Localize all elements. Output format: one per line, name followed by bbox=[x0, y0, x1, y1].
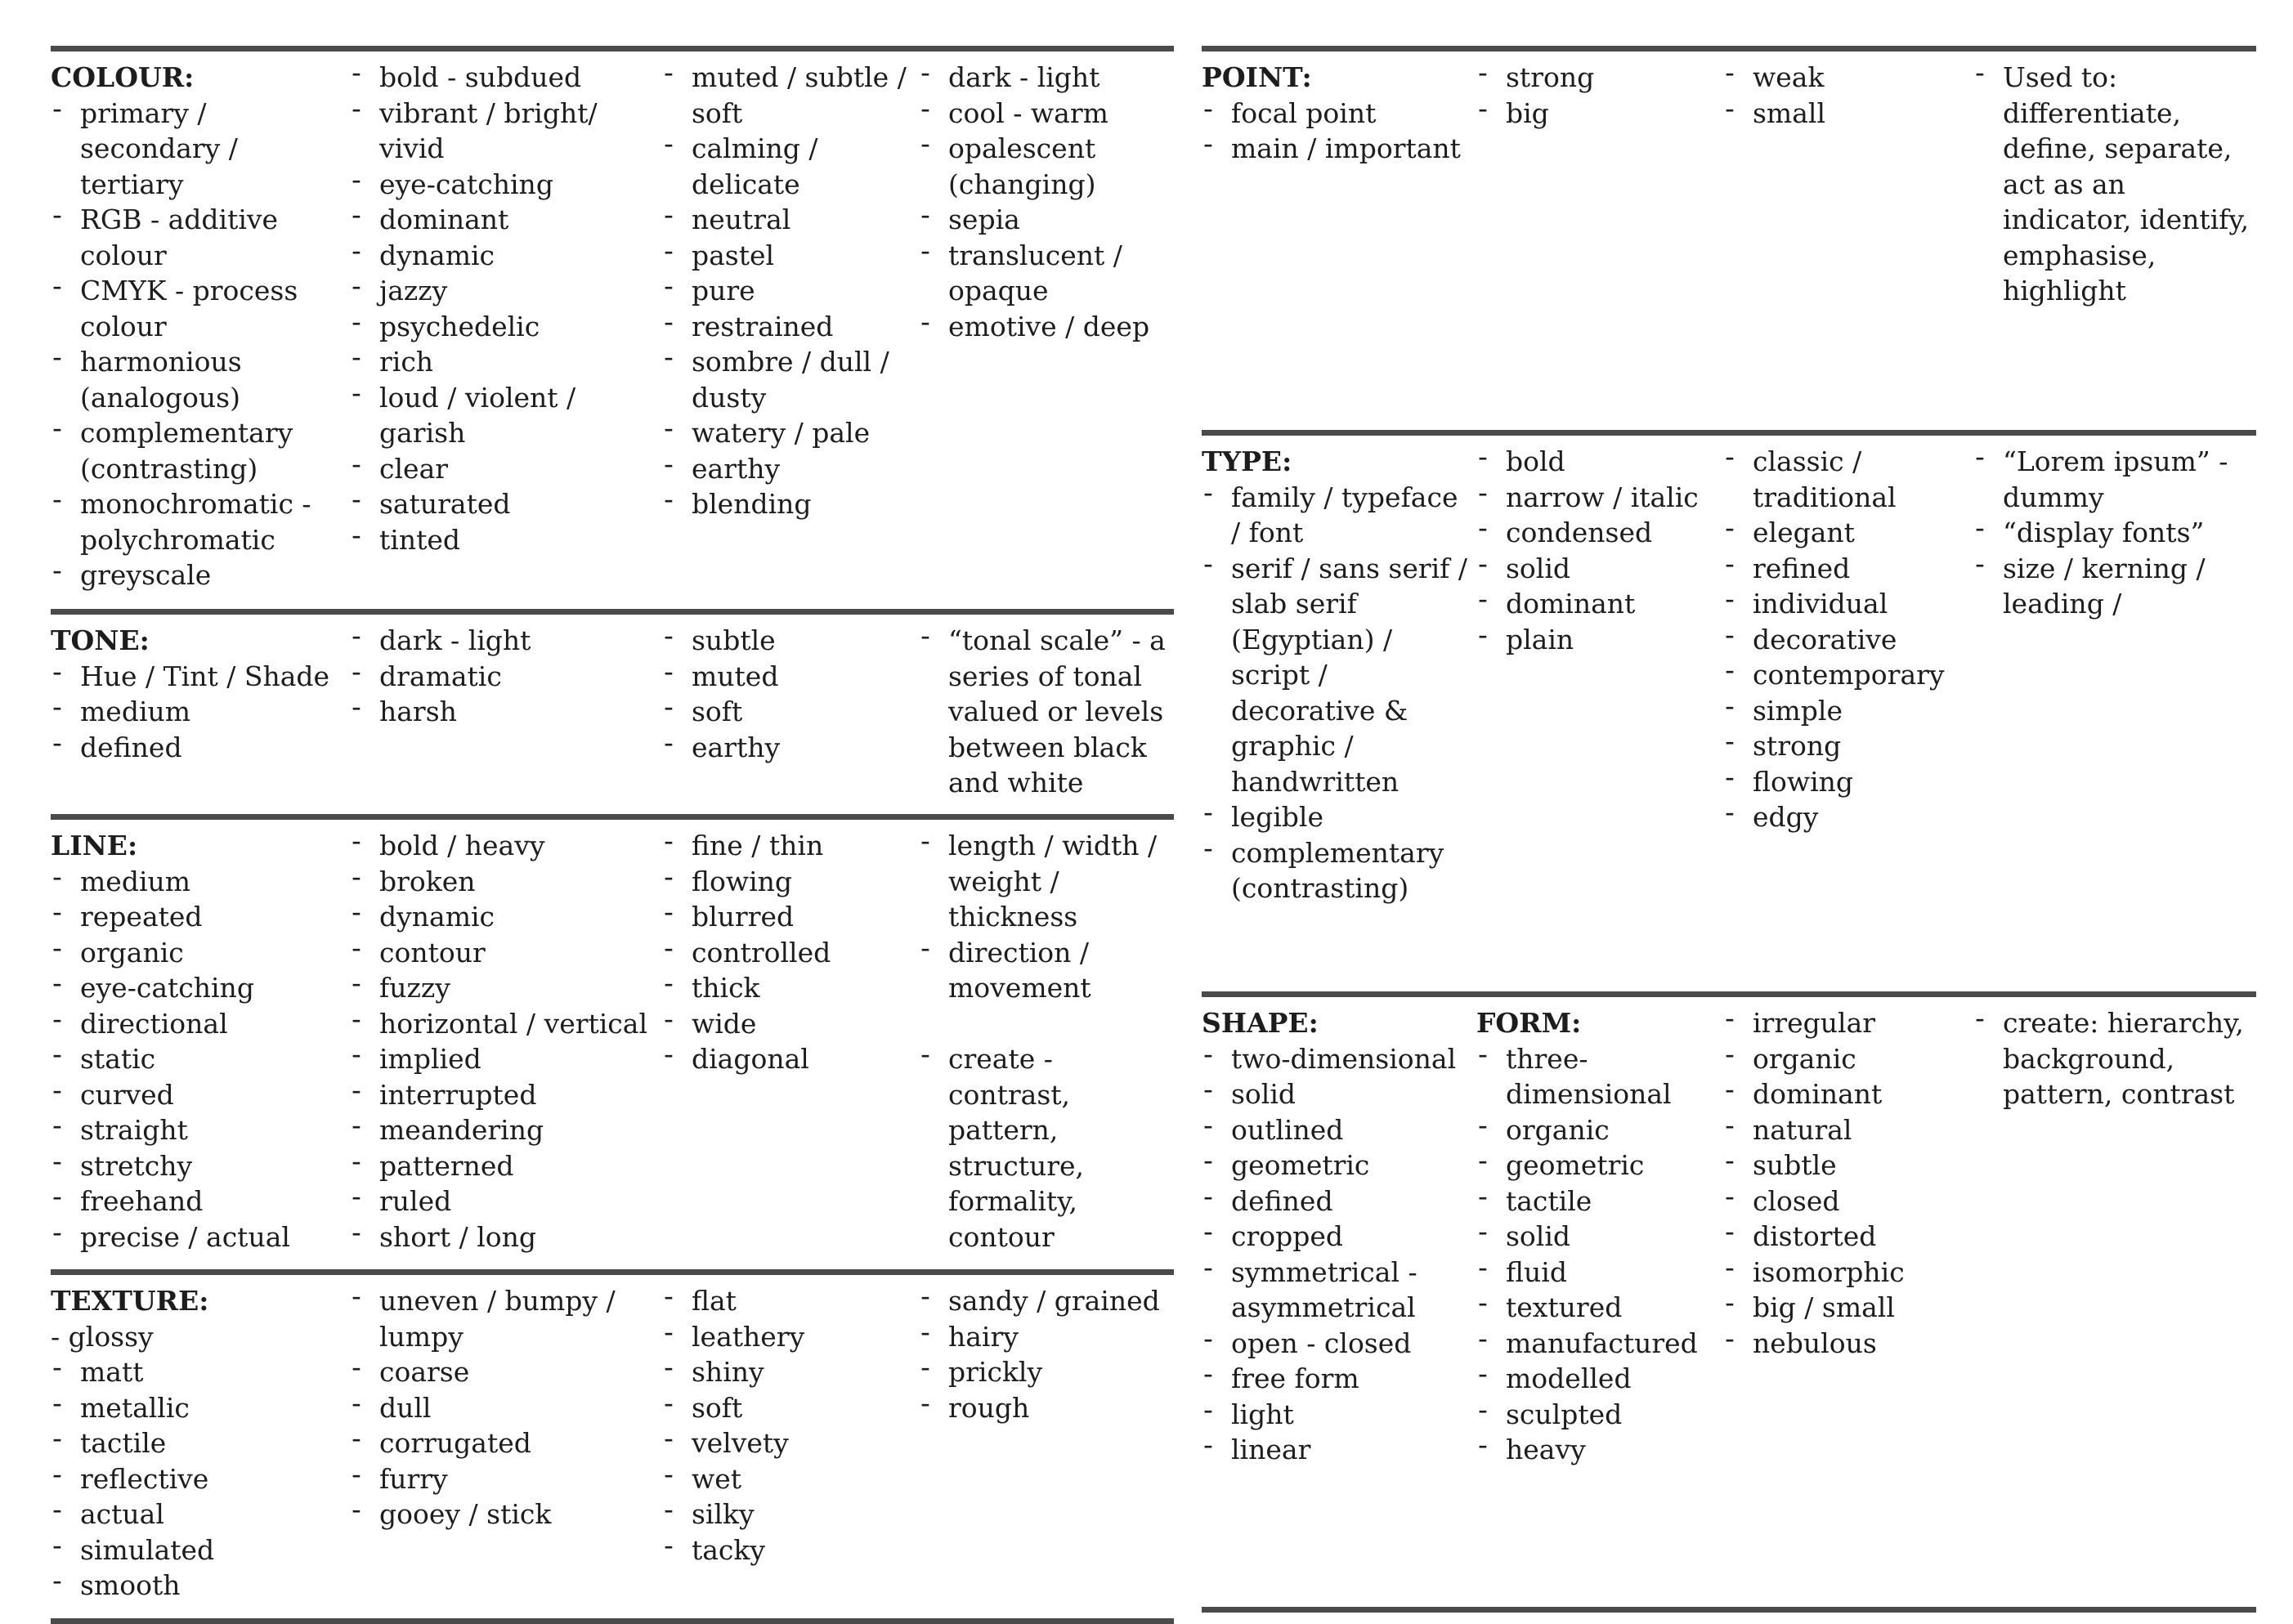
list-item: - condensed bbox=[1476, 515, 1718, 551]
list-item: - symmetrical - asymmetrical bbox=[1202, 1255, 1471, 1326]
list-item: - geometric bbox=[1202, 1148, 1471, 1183]
list-item: - meandering bbox=[350, 1112, 657, 1148]
list-item: - “display fonts” bbox=[1973, 515, 2251, 551]
list-item: - saturated bbox=[350, 486, 657, 522]
list-item: - coarse bbox=[350, 1354, 657, 1390]
point-list-3 bbox=[1723, 60, 1968, 131]
list-item: - straight bbox=[51, 1112, 345, 1148]
list-item: - linear bbox=[1202, 1432, 1471, 1468]
list-item: - pure bbox=[662, 273, 914, 309]
line-col-4 bbox=[919, 828, 1174, 1255]
list-item: - dramatic bbox=[350, 659, 657, 695]
list-item: - direction / movement bbox=[919, 935, 1169, 1006]
list-item: - harsh bbox=[350, 694, 657, 730]
list-item: - monochromatic - polychromatic bbox=[51, 486, 345, 557]
type-col-3 bbox=[1723, 444, 1973, 906]
list-item: - dominant bbox=[1476, 586, 1718, 622]
list-item: - irregular bbox=[1723, 1005, 1968, 1041]
list-item: - serif / sans serif / slab serif (Egyptian) / script / decorative & graphic / handwritten bbox=[1202, 551, 1471, 800]
type-col-1 bbox=[1202, 444, 1476, 906]
list-item: - short / long bbox=[350, 1219, 657, 1255]
list-item: - soft bbox=[662, 694, 914, 730]
type-list-3 bbox=[1723, 444, 1968, 835]
point-col-4 bbox=[1973, 60, 2256, 309]
texture-section bbox=[51, 1269, 1174, 1624]
list-item: - solid bbox=[1476, 551, 1718, 587]
texture-title: TEXTURE: bbox=[51, 1285, 209, 1317]
list-item: - opalescent (changing) bbox=[919, 131, 1169, 202]
list-item: - silky bbox=[662, 1496, 914, 1532]
list-item: - dark - light bbox=[350, 623, 657, 659]
tone-section bbox=[51, 609, 1174, 814]
tone-col-3 bbox=[662, 623, 919, 801]
list-item: - flowing bbox=[662, 864, 914, 900]
point-section bbox=[1202, 46, 2256, 430]
list-item: - create: hierarchy, background, pattern, contrast bbox=[1973, 1005, 2251, 1112]
colour-title: COLOUR: bbox=[51, 61, 195, 93]
list-item: - contemporary bbox=[1723, 657, 1968, 693]
list-item: - prickly bbox=[919, 1354, 1169, 1390]
list-item: - dynamic bbox=[350, 899, 657, 935]
list-item: - modelled bbox=[1476, 1361, 1718, 1397]
shape-section bbox=[1202, 991, 2256, 1613]
list-item: - thick bbox=[662, 970, 914, 1006]
list-item: - focal point bbox=[1202, 96, 1471, 132]
list-item: - weak bbox=[1723, 60, 1968, 96]
list-item: - bold bbox=[1476, 444, 1718, 480]
list-item: - implied bbox=[350, 1041, 657, 1077]
list-item: - Used to: differentiate, define, separate, act as an indicator, identify, emphasise, highlight bbox=[1973, 60, 2251, 309]
list-item: - CMYK - process colour bbox=[51, 273, 345, 344]
list-item: - gooey / stick bbox=[350, 1496, 657, 1532]
list-item: - simulated bbox=[51, 1532, 345, 1568]
list-item: - rich bbox=[350, 344, 657, 380]
list-item: - small bbox=[1723, 96, 1968, 132]
list-item: - soft bbox=[662, 1390, 914, 1426]
list-item: - vibrant / bright/ vivid bbox=[350, 96, 657, 167]
tone-list-3 bbox=[662, 623, 914, 765]
form-list bbox=[1476, 1041, 1718, 1468]
list-item: - textured bbox=[1476, 1290, 1718, 1326]
list-item: - flowing bbox=[1723, 764, 1968, 800]
list-item: - big bbox=[1476, 96, 1718, 132]
colour-section bbox=[51, 46, 1174, 609]
list-item: - two-dimensional bbox=[1202, 1041, 1471, 1077]
texture-first-item: - glossy bbox=[51, 1320, 154, 1353]
line-col-2 bbox=[350, 828, 662, 1255]
point-list-4 bbox=[1973, 60, 2251, 309]
list-item: - dark - light bbox=[919, 60, 1169, 96]
shape-col-1 bbox=[1202, 1005, 1476, 1468]
tone-title: TONE: bbox=[51, 624, 150, 656]
list-item: - flat bbox=[662, 1283, 914, 1319]
list-item: - family / typeface / font bbox=[1202, 480, 1471, 551]
texture-col-1 bbox=[51, 1283, 350, 1604]
list-item: - earthy bbox=[662, 451, 914, 487]
list-item: - bold / heavy bbox=[350, 828, 657, 864]
texture-list-4 bbox=[919, 1283, 1169, 1425]
list-item: - repeated bbox=[51, 899, 345, 935]
list-item: - primary / secondary / tertiary bbox=[51, 96, 345, 203]
shape-col-3 bbox=[1723, 1005, 1973, 1468]
type-list-1 bbox=[1202, 480, 1471, 906]
list-item: - subtle bbox=[662, 623, 914, 659]
list-item: - shiny bbox=[662, 1354, 914, 1390]
colour-list-2 bbox=[350, 60, 657, 557]
list-item: - legible bbox=[1202, 799, 1471, 835]
list-item: - free form bbox=[1202, 1361, 1471, 1397]
list-item: - furry bbox=[350, 1461, 657, 1497]
list-item: - dull bbox=[350, 1390, 657, 1426]
list-item: - nebulous bbox=[1723, 1326, 1968, 1362]
list-item: - pastel bbox=[662, 238, 914, 274]
list-item: - watery / pale bbox=[662, 415, 914, 451]
colour-col-1 bbox=[51, 60, 350, 593]
list-item: - muted / subtle / soft bbox=[662, 60, 914, 131]
list-item: - dynamic bbox=[350, 238, 657, 274]
list-item: - contour bbox=[350, 935, 657, 971]
list-item: - isomorphic bbox=[1723, 1255, 1968, 1291]
list-item: - earthy bbox=[662, 730, 914, 766]
list-item: - three-dimensional bbox=[1476, 1041, 1718, 1112]
colour-col-2 bbox=[350, 60, 662, 593]
list-item: - decorative bbox=[1723, 622, 1968, 658]
list-item: - harmonious (analogous) bbox=[51, 344, 345, 415]
list-item: - manufactured bbox=[1476, 1326, 1718, 1362]
colour-col-4 bbox=[919, 60, 1174, 593]
list-item: - tinted bbox=[350, 522, 657, 558]
colour-col-3 bbox=[662, 60, 919, 593]
texture-list-2 bbox=[350, 1283, 657, 1532]
list-item: - natural bbox=[1723, 1112, 1968, 1148]
list-item: - clear bbox=[350, 451, 657, 487]
list-item: - plain bbox=[1476, 622, 1718, 658]
line-col-3 bbox=[662, 828, 919, 1255]
line-list-2 bbox=[350, 828, 657, 1255]
list-item: - loud / violent / garish bbox=[350, 380, 657, 451]
list-item: - precise / actual bbox=[51, 1219, 345, 1255]
list-item: - reflective bbox=[51, 1461, 345, 1497]
list-item: - length / width / weight / thickness bbox=[919, 828, 1169, 935]
list-item: - eye-catching bbox=[350, 167, 657, 203]
type-title: TYPE: bbox=[1202, 445, 1292, 477]
texture-col-3 bbox=[662, 1283, 919, 1604]
list-item: - medium bbox=[51, 864, 345, 900]
list-item: - main / important bbox=[1202, 131, 1471, 167]
list-item: - uneven / bumpy / lumpy bbox=[350, 1283, 657, 1354]
texture-col-2 bbox=[350, 1283, 662, 1604]
list-item: - sepia bbox=[919, 202, 1169, 238]
point-title: POINT: bbox=[1202, 61, 1312, 93]
list-item: - interrupted bbox=[350, 1077, 657, 1113]
list-item: - blurred bbox=[662, 899, 914, 935]
list-item: - greyscale bbox=[51, 557, 345, 593]
list-item: - create - contrast, pattern, structure, formality, contour bbox=[919, 1041, 1169, 1255]
list-item: - medium bbox=[51, 694, 345, 730]
list-item: - organic bbox=[1723, 1041, 1968, 1077]
list-item: - psychedelic bbox=[350, 309, 657, 345]
list-item: - rough bbox=[919, 1390, 1169, 1426]
list-item: - hairy bbox=[919, 1319, 1169, 1355]
list-item: - restrained bbox=[662, 309, 914, 345]
type-section bbox=[1202, 430, 2256, 991]
list-item: - geometric bbox=[1476, 1148, 1718, 1183]
tone-list-2 bbox=[350, 623, 657, 730]
list-item: - directional bbox=[51, 1006, 345, 1042]
list-item: - open - closed bbox=[1202, 1326, 1471, 1362]
form-title: FORM: bbox=[1476, 1007, 1582, 1039]
list-item: - refined bbox=[1723, 551, 1968, 587]
line-list-1 bbox=[51, 864, 345, 1255]
list-item: - RGB - additive colour bbox=[51, 202, 345, 273]
list-item: - subtle bbox=[1723, 1148, 1968, 1183]
list-item: - fluid bbox=[1476, 1255, 1718, 1291]
list-item: - emotive / deep bbox=[919, 309, 1169, 345]
list-item: - translucent / opaque bbox=[919, 238, 1169, 309]
list-item: - tactile bbox=[1476, 1183, 1718, 1219]
list-item: - static bbox=[51, 1041, 345, 1077]
list-item: - sculpted bbox=[1476, 1397, 1718, 1433]
list-item: - blending bbox=[662, 486, 914, 522]
line-title: LINE: bbox=[51, 830, 138, 861]
texture-list-1 bbox=[51, 1354, 345, 1604]
list-item: - simple bbox=[1723, 693, 1968, 729]
list-item: - size / kerning / leading / bbox=[1973, 551, 2251, 622]
list-item: - muted bbox=[662, 659, 914, 695]
line-list-4 bbox=[919, 828, 1169, 1255]
tone-list-4 bbox=[919, 623, 1169, 801]
list-item: - organic bbox=[1476, 1112, 1718, 1148]
list-item: - calming / delicate bbox=[662, 131, 914, 202]
list-item: - bold - subdued bbox=[350, 60, 657, 96]
list-item: - jazzy bbox=[350, 273, 657, 309]
shape-col-4 bbox=[1973, 1005, 2256, 1468]
point-col-3 bbox=[1723, 60, 1973, 309]
list-item: - velvety bbox=[662, 1425, 914, 1461]
list-item: - complementary (contrasting) bbox=[1202, 835, 1471, 906]
list-item: - edgy bbox=[1723, 799, 1968, 835]
list-item: - narrow / italic bbox=[1476, 480, 1718, 516]
list-item: - smooth bbox=[51, 1568, 345, 1604]
tone-col-2 bbox=[350, 623, 662, 801]
list-item: - elegant bbox=[1723, 515, 1968, 551]
list-item: - fine / thin bbox=[662, 828, 914, 864]
point-list-2 bbox=[1476, 60, 1718, 131]
list-item: - stretchy bbox=[51, 1148, 345, 1184]
type-list-4 bbox=[1973, 444, 2251, 622]
point-col-2 bbox=[1476, 60, 1723, 309]
type-col-2 bbox=[1476, 444, 1723, 906]
list-item: - strong bbox=[1476, 60, 1718, 96]
list-item: - defined bbox=[1202, 1183, 1471, 1219]
list-item: - organic bbox=[51, 935, 345, 971]
list-item: - defined bbox=[51, 730, 345, 766]
line-section bbox=[51, 814, 1174, 1269]
list-item: - cool - warm bbox=[919, 96, 1169, 132]
type-col-4 bbox=[1973, 444, 2256, 906]
list-item: - “tonal scale” - a series of tonal valued or levels between black and white bbox=[919, 623, 1169, 801]
list-item: - complementary (contrasting) bbox=[51, 415, 345, 486]
texture-list-3 bbox=[662, 1283, 914, 1568]
line-list-3 bbox=[662, 828, 914, 1077]
list-item: - curved bbox=[51, 1077, 345, 1113]
list-item: - classic / traditional bbox=[1723, 444, 1968, 515]
list-item: - outlined bbox=[1202, 1112, 1471, 1148]
type-list-2 bbox=[1476, 444, 1718, 657]
list-item: - “Lorem ipsum” - dummy bbox=[1973, 444, 2251, 515]
list-item: - closed bbox=[1723, 1183, 1968, 1219]
list-item: - ruled bbox=[350, 1183, 657, 1219]
list-item: - sandy / grained bbox=[919, 1283, 1169, 1319]
list-item: - heavy bbox=[1476, 1432, 1718, 1468]
tone-col-4 bbox=[919, 623, 1174, 801]
colour-list-4 bbox=[919, 60, 1169, 344]
list-item: - actual bbox=[51, 1496, 345, 1532]
list-item: - strong bbox=[1723, 728, 1968, 764]
texture-col-4 bbox=[919, 1283, 1174, 1604]
list-item: - individual bbox=[1723, 586, 1968, 622]
list-item: - neutral bbox=[662, 202, 914, 238]
list-item: - matt bbox=[51, 1354, 345, 1390]
list-item: - diagonal bbox=[662, 1041, 914, 1077]
point-list-1 bbox=[1202, 96, 1471, 167]
list-item: - solid bbox=[1202, 1076, 1471, 1112]
list-item: - corrugated bbox=[350, 1425, 657, 1461]
shape-title: SHAPE: bbox=[1202, 1007, 1319, 1039]
colour-list-3 bbox=[662, 60, 914, 522]
form-col bbox=[1476, 1005, 1723, 1468]
list-item: - horizontal / vertical bbox=[350, 1006, 657, 1042]
list-item: - fuzzy bbox=[350, 970, 657, 1006]
list-item: - dominant bbox=[350, 202, 657, 238]
shape-list-1 bbox=[1202, 1041, 1471, 1468]
list-item: - dominant bbox=[1723, 1076, 1968, 1112]
tone-col-1 bbox=[51, 623, 350, 801]
shape-list-3 bbox=[1723, 1005, 1968, 1361]
list-item: - sombre / dull / dusty bbox=[662, 344, 914, 415]
tone-list-1 bbox=[51, 659, 345, 766]
list-item: - big / small bbox=[1723, 1290, 1968, 1326]
list-item: - distorted bbox=[1723, 1219, 1968, 1255]
list-item: - wet bbox=[662, 1461, 914, 1497]
line-col-1 bbox=[51, 828, 350, 1255]
list-item: - solid bbox=[1476, 1219, 1718, 1255]
list-item: - freehand bbox=[51, 1183, 345, 1219]
list-item: - Hue / Tint / Shade bbox=[51, 659, 345, 695]
list-item: - leathery bbox=[662, 1319, 914, 1355]
point-col-1 bbox=[1202, 60, 1476, 309]
list-item: - light bbox=[1202, 1397, 1471, 1433]
list-item: - eye-catching bbox=[51, 970, 345, 1006]
list-item: - wide bbox=[662, 1006, 914, 1042]
shape-list-4 bbox=[1973, 1005, 2251, 1112]
list-item: - controlled bbox=[662, 935, 914, 971]
list-item: - metallic bbox=[51, 1390, 345, 1426]
list-item: - cropped bbox=[1202, 1219, 1471, 1255]
list-item: - patterned bbox=[350, 1148, 657, 1184]
list-item: - tactile bbox=[51, 1425, 345, 1461]
colour-list-1 bbox=[51, 96, 345, 593]
list-item: - tacky bbox=[662, 1532, 914, 1568]
list-item: - broken bbox=[350, 864, 657, 900]
